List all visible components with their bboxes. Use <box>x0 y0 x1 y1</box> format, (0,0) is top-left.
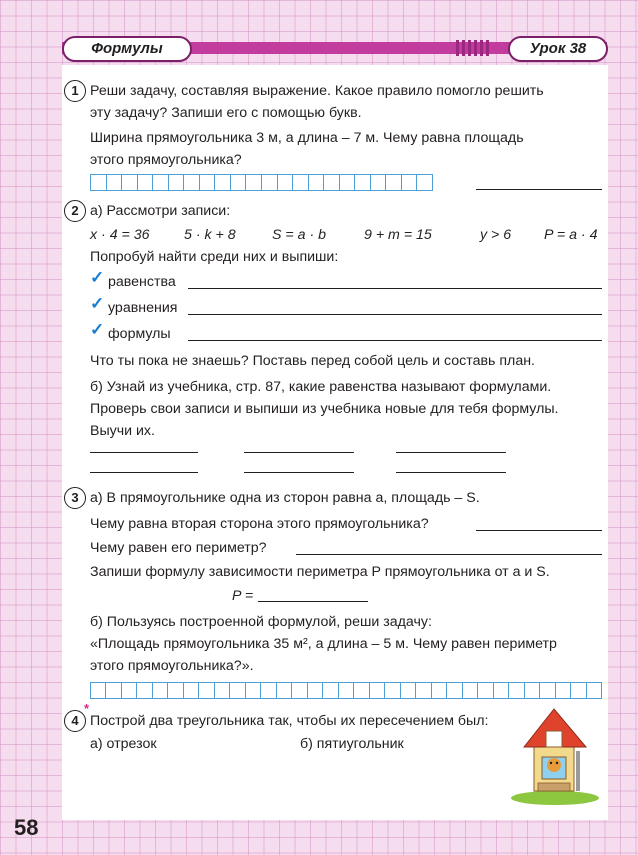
task-1-line-4: этого прямоугольника? <box>90 152 242 168</box>
equations-label: уравнения <box>108 300 178 316</box>
task-3-question-3: Запиши формулу зависимости периметра P прямоугольника от a и S. <box>90 564 550 580</box>
task-3-a-line-1: а) В прямоугольнике одна из сторон равна a, площадь – S. <box>90 490 480 506</box>
task-1-line-1: Реши задачу, составляя выражение. Какое правило помогло решить <box>90 83 544 99</box>
formula-line[interactable] <box>244 472 354 473</box>
record-4: 9 + m = 15 <box>364 227 432 243</box>
task-2-goal: Что ты пока не знаешь? Поставь перед собой цель и составь план. <box>90 353 535 369</box>
perimeter-equals: P = <box>232 588 254 604</box>
lesson-title: Урок 38 <box>508 36 608 62</box>
topic-title: Формулы <box>62 36 192 62</box>
equalities-answer-line[interactable] <box>188 288 602 289</box>
formulas-label: формулы <box>108 326 171 342</box>
page-number: 58 <box>14 815 39 840</box>
task-3-answer-line-2[interactable] <box>296 554 602 555</box>
task-3-b-line-3: этого прямоугольника?». <box>90 658 254 674</box>
formula-line[interactable] <box>396 452 506 453</box>
task-3-answer-grid[interactable] <box>90 682 602 699</box>
task-1-answer-grid[interactable] <box>90 174 433 191</box>
task-2-find-prompt: Попробуй найти среди них и выпиши: <box>90 249 339 265</box>
task-2-a-label: а) Рассмотри записи: <box>90 203 231 219</box>
formulas-answer-line[interactable] <box>188 340 602 341</box>
task-3-b-line-1: б) Пользуясь построенной формулой, реши задачу: <box>90 614 432 630</box>
record-3: S = a · b <box>272 227 327 243</box>
formula-line[interactable] <box>244 452 354 453</box>
check-icon: ✓ <box>90 294 105 313</box>
task-3-question-1: Чему равна вторая сторона этого прямоугольника? <box>90 516 429 532</box>
task-2-b-line-1: б) Узнай из учебника, стр. 87, какие равенства называют формулами. <box>90 379 552 395</box>
task-1-line-3: Ширина прямоугольника 3 м, а длина – 7 м. Чему равна площадь <box>90 130 524 146</box>
house-illustration <box>510 705 600 805</box>
check-icon: ✓ <box>90 268 105 287</box>
equations-answer-line[interactable] <box>188 314 602 315</box>
perimeter-formula-line[interactable] <box>258 601 368 602</box>
task-4-number: 4 <box>64 710 86 732</box>
task-4-line-1: Построй два треугольника так, чтобы их пересечением был: <box>90 713 489 729</box>
asterisk-icon: * <box>84 701 90 716</box>
formula-line[interactable] <box>90 452 198 453</box>
record-1: x · 4 = 36 <box>90 227 150 243</box>
task-3-answer-line-1[interactable] <box>476 530 602 531</box>
task-1-line-2: эту задачу? Запиши его с помощью букв. <box>90 105 362 121</box>
task-1-answer-line[interactable] <box>476 189 602 190</box>
record-2: 5 · k + 8 <box>184 227 236 243</box>
task-2-b-line-3: Выучи их. <box>90 423 155 439</box>
formula-line[interactable] <box>90 472 198 473</box>
record-5: y > 6 <box>480 227 512 243</box>
header-stripes <box>456 40 490 56</box>
task-4-option-b: б) пятиугольник <box>300 736 404 752</box>
task-3-b-line-2: «Площадь прямоугольника 35 м², а длина – 5 м. Чему равен периметр <box>90 636 557 652</box>
equalities-label: равенства <box>108 274 176 290</box>
check-icon: ✓ <box>90 320 105 339</box>
task-2-number: 2 <box>64 200 86 222</box>
task-3-number: 3 <box>64 487 86 509</box>
task-2-b-line-2: Проверь свои записи и выпиши из учебника новые для тебя формулы. <box>90 401 559 417</box>
task-1-number: 1 <box>64 80 86 102</box>
record-6: P = a · 4 <box>544 227 598 243</box>
formula-line[interactable] <box>396 472 506 473</box>
task-3-question-2: Чему равен его периметр? <box>90 540 267 556</box>
task-4-option-a: а) отрезок <box>90 736 157 752</box>
